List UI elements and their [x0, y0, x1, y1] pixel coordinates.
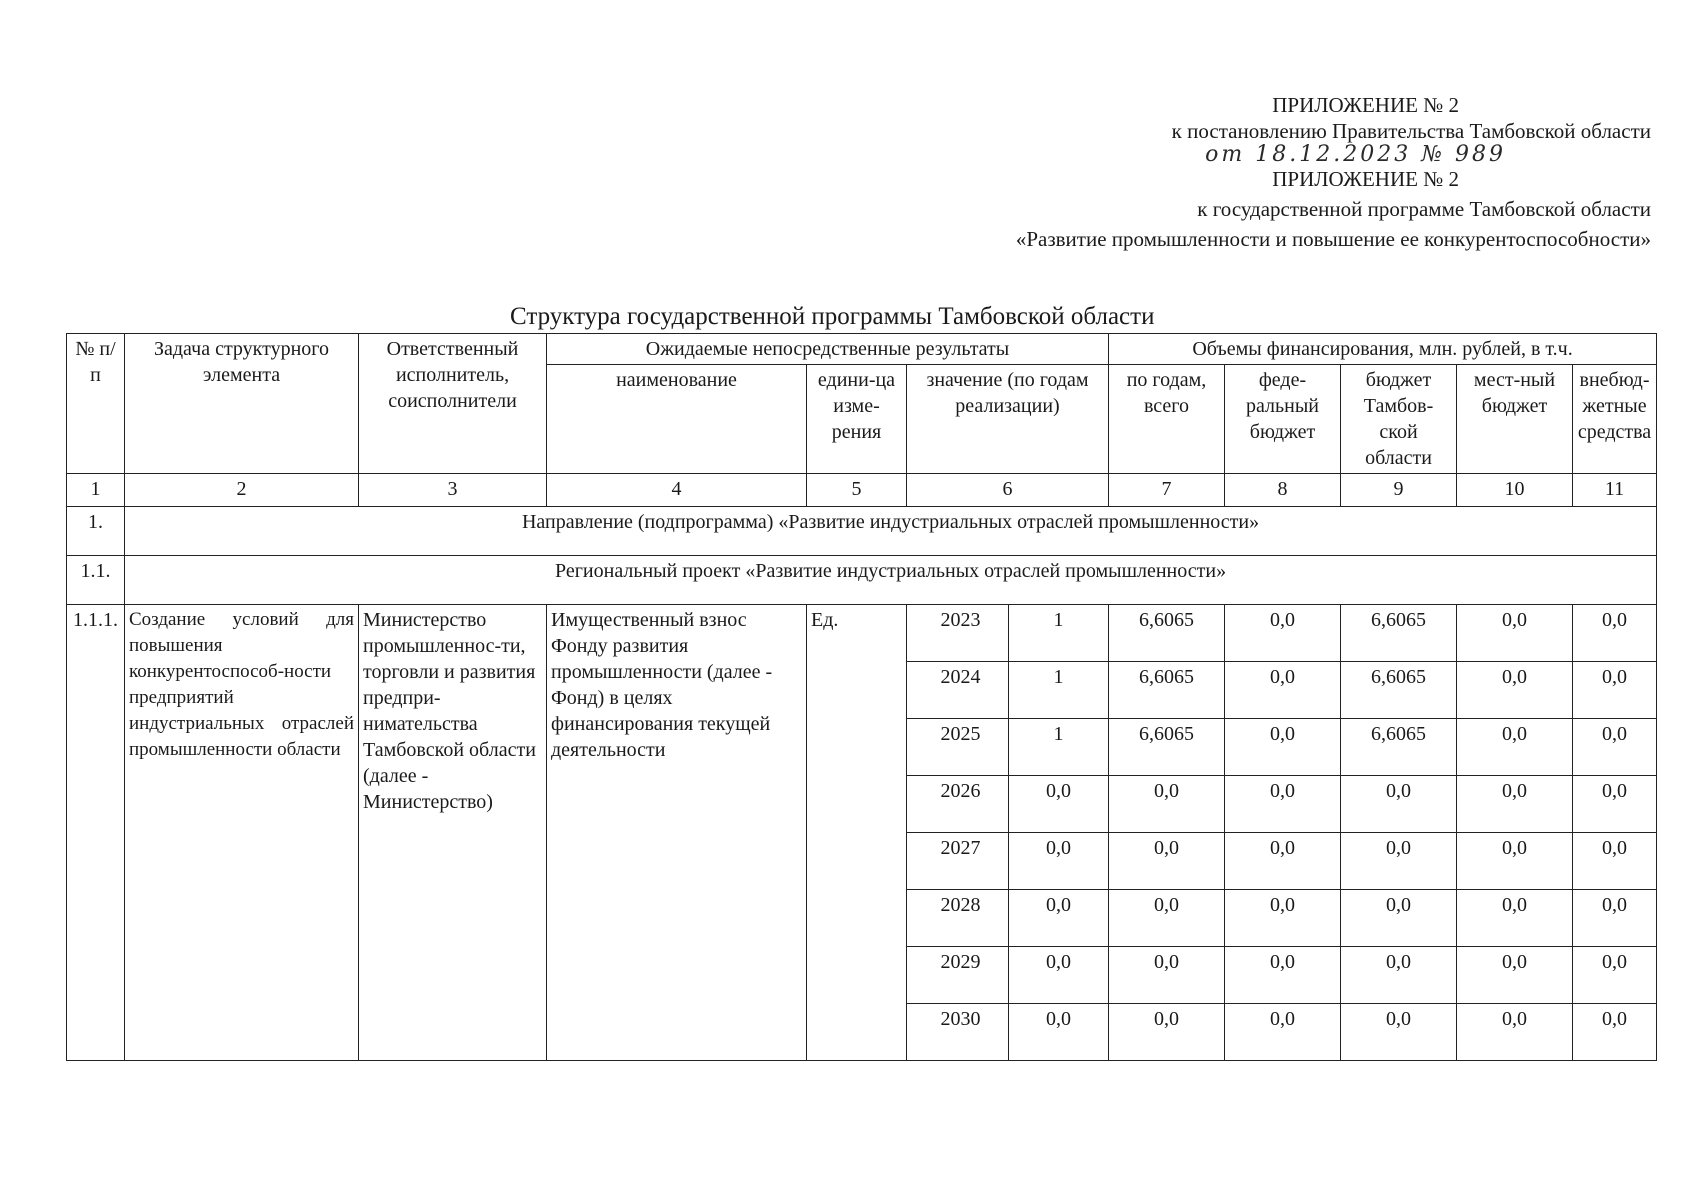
financing-extra: 0,0: [1573, 719, 1657, 776]
result-value: 1: [1009, 605, 1109, 662]
subsection-row: [67, 556, 1657, 605]
column-number: 10: [1457, 474, 1573, 507]
header-result-name: наименование: [547, 365, 807, 474]
appendix-label: ПРИЛОЖЕНИЕ № 2: [1272, 93, 1459, 117]
financing-total: 0,0: [1109, 833, 1225, 890]
program-reference: к государственной программе Тамбовской области: [1197, 197, 1651, 221]
financing-extra: 0,0: [1573, 776, 1657, 833]
financing-federal: 0,0: [1225, 1004, 1341, 1061]
section-row: [67, 507, 1657, 556]
financing-extra: 0,0: [1573, 1004, 1657, 1061]
program-name: «Развитие промышленности и повышение ее конкурентоспособности»: [1015, 227, 1651, 251]
header-local: мест-ный бюджет: [1457, 365, 1573, 474]
year-cell: 2024: [907, 662, 1009, 719]
financing-federal: 0,0: [1225, 662, 1341, 719]
financing-total: 6,6065: [1109, 605, 1225, 662]
result-value: 0,0: [1009, 776, 1109, 833]
result-name: Имущественный взнос Фонду развития промышленности (далее - Фонд) в целях финансирования текущей деятельности: [547, 605, 807, 1061]
financing-local: 0,0: [1457, 1004, 1573, 1061]
result-value: 1: [1009, 662, 1109, 719]
header-federal: феде-ральный бюджет: [1225, 365, 1341, 474]
column-number: 8: [1225, 474, 1341, 507]
program-structure-table: [66, 333, 1657, 1061]
header-financing: Объемы финансирования, млн. рублей, в т.ч.: [1109, 334, 1657, 365]
column-number: 7: [1109, 474, 1225, 507]
year-cell: 2028: [907, 890, 1009, 947]
financing-local: 0,0: [1457, 947, 1573, 1004]
result-value: 0,0: [1009, 947, 1109, 1004]
financing-total: 6,6065: [1109, 719, 1225, 776]
document-header: [1016, 92, 1651, 252]
financing-regional: 0,0: [1341, 1004, 1457, 1061]
financing-federal: 0,0: [1225, 776, 1341, 833]
financing-extra: 0,0: [1573, 890, 1657, 947]
financing-total: 6,6065: [1109, 662, 1225, 719]
year-row: [67, 605, 1657, 662]
program-appendix-label: ПРИЛОЖЕНИЕ № 2: [1272, 167, 1459, 191]
financing-regional: 0,0: [1341, 776, 1457, 833]
financing-local: 0,0: [1457, 833, 1573, 890]
financing-regional: 6,6065: [1341, 662, 1457, 719]
financing-federal: 0,0: [1225, 605, 1341, 662]
financing-local: 0,0: [1457, 776, 1573, 833]
financing-federal: 0,0: [1225, 719, 1341, 776]
document-title: Структура государственной программы Тамбовской области: [510, 303, 1155, 330]
result-value: 0,0: [1009, 890, 1109, 947]
year-cell: 2025: [907, 719, 1009, 776]
result-value: 0,0: [1009, 833, 1109, 890]
item-number: 1.1.1.: [67, 605, 125, 1061]
year-rows: [67, 605, 1657, 1061]
header-extra: внебюд-жетные средства: [1573, 365, 1657, 474]
column-number: 6: [907, 474, 1109, 507]
header-regional: бюджет Тамбов-ской области: [1341, 365, 1457, 474]
task-description: Создание условий для повышения конкурентоспособ-ности предприятий индустриальных отраслей промышленности области: [125, 605, 359, 1061]
header-expected-results: Ожидаемые непосредственные результаты: [547, 334, 1109, 365]
year-cell: 2027: [907, 833, 1009, 890]
column-number: 4: [547, 474, 807, 507]
financing-local: 0,0: [1457, 890, 1573, 947]
year-cell: 2023: [907, 605, 1009, 662]
column-number: 3: [359, 474, 547, 507]
financing-extra: 0,0: [1573, 833, 1657, 890]
financing-regional: 6,6065: [1341, 605, 1457, 662]
financing-extra: 0,0: [1573, 605, 1657, 662]
financing-extra: 0,0: [1573, 947, 1657, 1004]
header-value: значение (по годам реализации): [907, 365, 1109, 474]
financing-total: 0,0: [1109, 776, 1225, 833]
financing-regional: 6,6065: [1341, 719, 1457, 776]
handwritten-date-number: от 18.12.2023 № 989: [1205, 142, 1506, 167]
year-cell: 2029: [907, 947, 1009, 1004]
year-cell: 2030: [907, 1004, 1009, 1061]
financing-regional: 0,0: [1341, 947, 1457, 1004]
financing-local: 0,0: [1457, 605, 1573, 662]
subsection-number: 1.1.: [67, 556, 125, 605]
column-number-row: [67, 474, 1657, 507]
header-executor: Ответственный исполнитель, соисполнители: [359, 334, 547, 474]
result-value: 1: [1009, 719, 1109, 776]
executor-description: Министерство промышленнос-ти, торговли и развития предпри-нимательства Тамбовской области (далее - Министерство): [359, 605, 547, 1061]
financing-total: 0,0: [1109, 1004, 1225, 1061]
header-row-1: [67, 334, 1657, 365]
unit-of-measure: Ед.: [807, 605, 907, 1061]
year-cell: 2026: [907, 776, 1009, 833]
header-unit: едини-ца изме-рения: [807, 365, 907, 474]
header-total: по годам, всего: [1109, 365, 1225, 474]
section-title: Направление (подпрограмма) «Развитие индустриальных отраслей промышленности»: [125, 507, 1657, 556]
column-number: 2: [125, 474, 359, 507]
column-number: 9: [1341, 474, 1457, 507]
subsection-title: Региональный проект «Развитие индустриальных отраслей промышленности»: [125, 556, 1657, 605]
column-number: 5: [807, 474, 907, 507]
financing-regional: 0,0: [1341, 890, 1457, 947]
financing-total: 0,0: [1109, 947, 1225, 1004]
financing-local: 0,0: [1457, 719, 1573, 776]
financing-federal: 0,0: [1225, 833, 1341, 890]
financing-extra: 0,0: [1573, 662, 1657, 719]
section-number: 1.: [67, 507, 125, 556]
financing-regional: 0,0: [1341, 833, 1457, 890]
column-number: 1: [67, 474, 125, 507]
financing-federal: 0,0: [1225, 947, 1341, 1004]
header-task: Задача структурного элемента: [125, 334, 359, 474]
header-num: № п/п: [67, 334, 125, 474]
financing-federal: 0,0: [1225, 890, 1341, 947]
result-value: 0,0: [1009, 1004, 1109, 1061]
resolution-reference: к постановлению Правительства Тамбовской области: [1171, 119, 1651, 143]
financing-total: 0,0: [1109, 890, 1225, 947]
financing-local: 0,0: [1457, 662, 1573, 719]
column-number: 11: [1573, 474, 1657, 507]
